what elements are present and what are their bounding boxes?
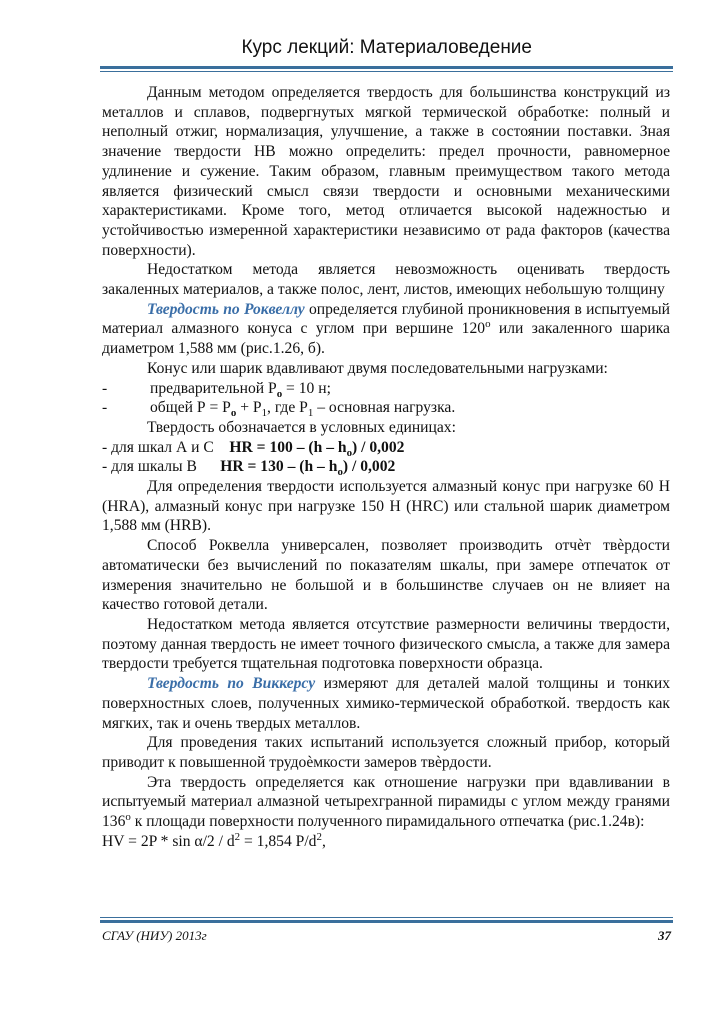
paragraph-vickers-definition: Эта твердость определяется как отношение нагрузки при вдавливании в испытуемый материал алмазной четырехгранной пирамиды с углом между гранями $136^о$ к площади поверхности полученного пирамидального отпечатка (рис.1.24в): [102, 773, 670, 831]
page-header-title: Курс лекций: Материаловедение [241, 37, 532, 58]
formula-hv: HV = $2P * \sin \alpha/2 / d^2 = 1,854$ $P/d^2$, [102, 830, 326, 850]
paragraph-loads-intro: Конус или шарик вдавливают двумя последовательными нагрузками: [147, 359, 608, 377]
paragraph-rockwell-loads: Для определения твердости используется алмазный конус при нагрузке 60 Н (HRA), алмазный конус при нагрузке 150 Н (HRC) или стальной шарик диаметром 1,588 мм (HRB). [102, 478, 670, 535]
page-number: 37 [658, 928, 671, 943]
list-item-total-load: - общей $Р = Р_о + Р_1$, где $Р_1$ – основная нагрузка. [102, 399, 456, 420]
header-rule-thin [100, 71, 673, 72]
paragraph-units: Твердость обозначается в условных единицах: [147, 418, 456, 436]
footer-rule-thick [100, 920, 673, 923]
paragraph-rockwell-disadvantage: Недостатком метода является отсутствие размерности величины твердости, поэтому данная твердость не имеет точного физического смысла, а также для замера твердости требуется тщательная подготовка поверхности образца. [102, 615, 670, 673]
paragraph-brinell-advantages: Данным методом определяется твердость для большинства конструкций из металлов и сплавов, подвергнутых мягкой термической обработке: полный и неполный отжиг, нормализация, улучшение, а также в состоянии поставки. Зная значение твердости НВ можно определить: предел прочности, равномерное удлинение и сужение. Таким образом, главным преимуществом такого метода является физический смысл связи твердости и основными механическими характеристиками. Кроме того, метод отличается высокой надежностью и устойчивостью измеренной характеристики независимо от рада факторов (качества поверхности). [102, 84, 670, 259]
header-rule-thick [100, 66, 673, 69]
list-item-preload: - предварительной $Р_о = 10$ н; [102, 379, 331, 400]
footer-rule-thin [100, 917, 673, 918]
formula-hr-ac: HR = $100 - (h - h_o) / 0,002$ [229, 438, 405, 459]
scale-ac-formula-line: - для шкал А и С HR = $100 - (h - h_o) / 0,002$ [102, 438, 405, 459]
scale-b-formula-line: - для шкалы В HR = $130 - (h - h_o) / 0,002$ [102, 458, 396, 479]
formula-hr-b: HR = $130 - (h - h_o) / 0,002$ [220, 458, 396, 479]
paragraph-vickers-intro: Твердость по Виккерсу измеряют для деталей малой толщины и тонких поверхностных слоев, полученных химико-термической обработкой. твердость как мягких, так и очень твердых металлов. [102, 675, 670, 732]
footer-source: СГАУ (НИУ) 2013г [102, 928, 207, 943]
term-rockwell: Твердость по Роквеллу [147, 300, 305, 318]
paragraph-rockwell-intro: Твердость по Роквеллу определяется глубиной проникновения в испытуемый материал алмазного конуса с углом при вершине $120^о$ или закаленного шарика диаметром 1,588 мм (рис.1.26, б). [102, 300, 670, 358]
term-vickers: Твердость по Виккерсу [147, 675, 316, 693]
paragraph-rockwell-advantages: Способ Роквелла универсален, позволяет производить отчѐт твѐрдости автоматически без вычислений по показателям шкалы, при замере отпечаток от измерения значительно не большой и в большинстве случаев он не влияет на качество готовой детали. [102, 537, 670, 614]
paragraph-brinell-disadvantage: Недостатком метода является невозможность оценивать твердость закаленных материалов, а также полос, лент, листов, имеющих небольшую толщину [102, 261, 670, 299]
paragraph-vickers-device: Для проведения таких испытаний используется сложный прибор, который приводит к повышенной трудоѐмкости замеров твѐрдости. [102, 734, 670, 771]
body-text [102, 83, 670, 851]
